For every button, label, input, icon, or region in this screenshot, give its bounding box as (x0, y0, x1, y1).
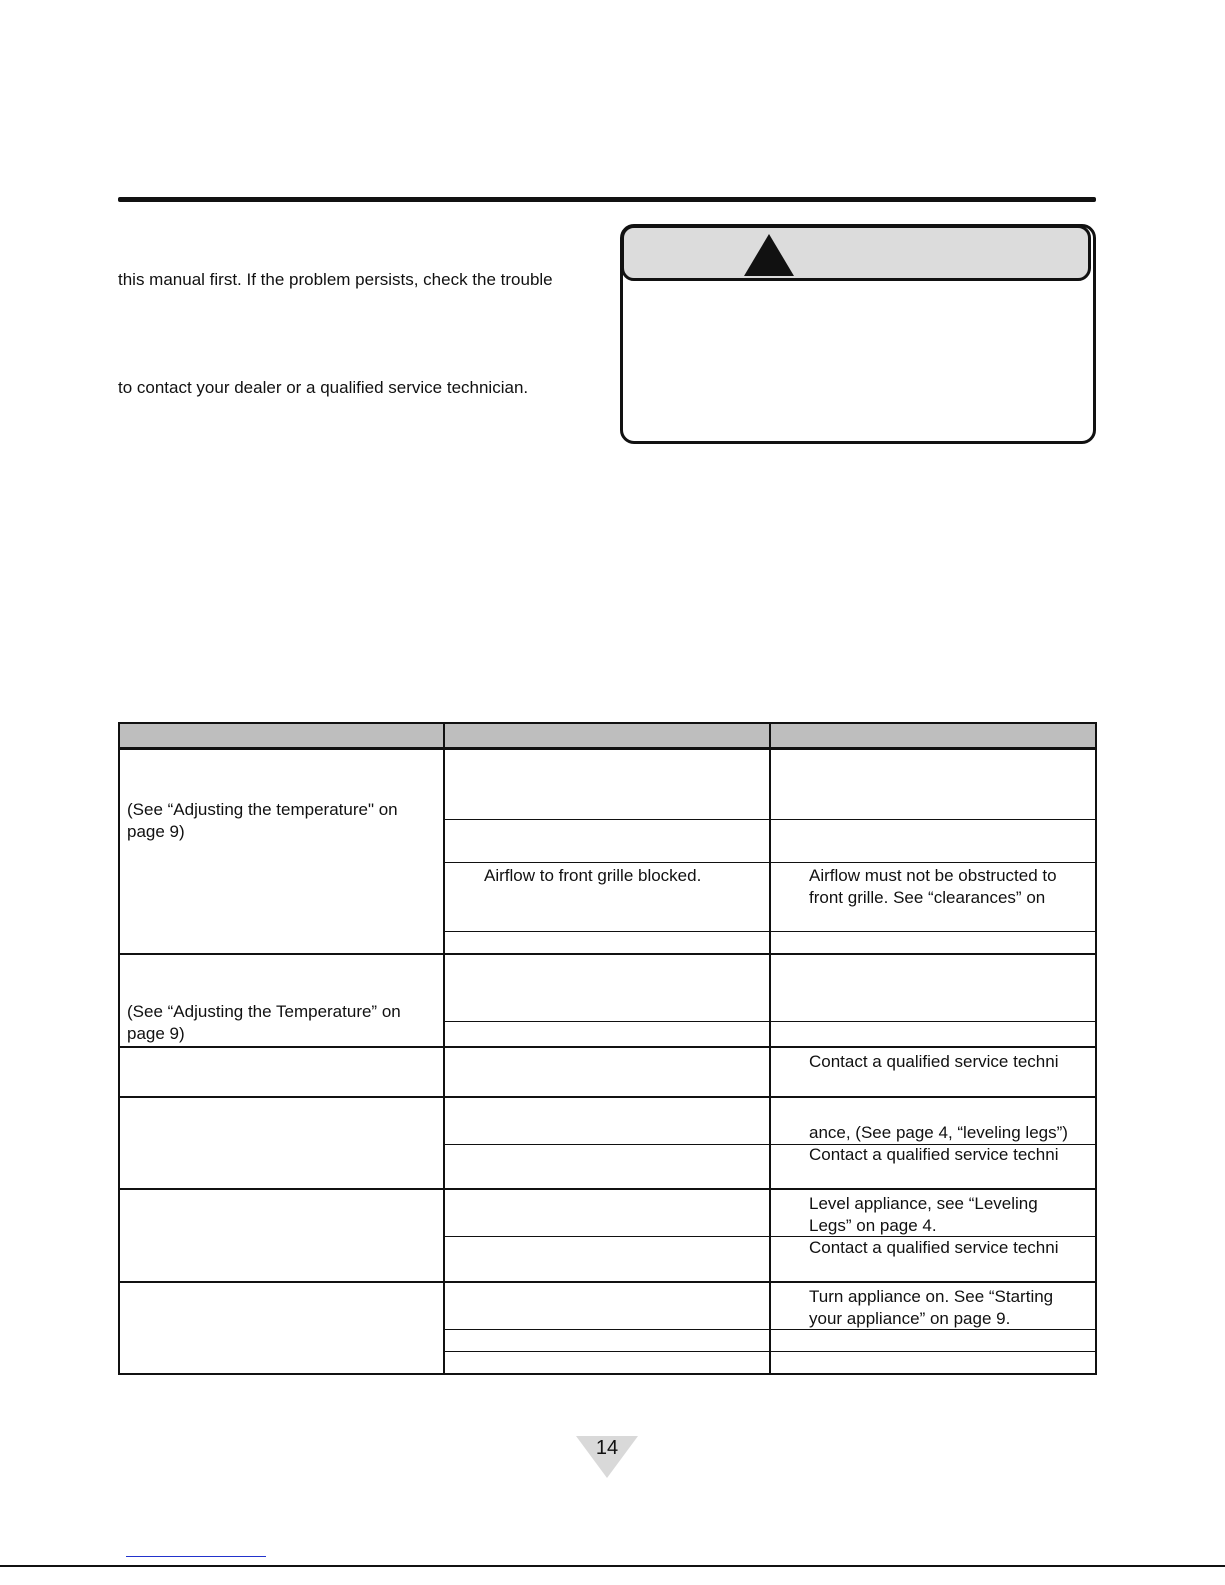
problem-cell-2-line-1: (See “Adjusting the Temperature” on (127, 1002, 401, 1021)
solution-cell-5-2: Contact a qualified service techni (809, 1238, 1059, 1257)
solution-cell-5-1-line-2: Legs” on page 4. (809, 1216, 937, 1235)
warning-box (620, 224, 1096, 444)
footer-rule (0, 1565, 1225, 1567)
sub-row-separator (443, 1351, 1095, 1352)
row-separator (120, 1096, 1095, 1098)
warning-header (621, 225, 1091, 281)
column-divider (443, 724, 445, 1373)
cause-cell-airflow: Airflow to front grille blocked. (484, 866, 702, 885)
page-number: 14 (595, 1437, 619, 1459)
troubleshooting-table (118, 722, 1097, 1375)
row-separator (120, 1281, 1095, 1283)
row-separator (120, 953, 1095, 955)
solution-cell-5-1-line-1: Level appliance, see “Leveling (809, 1194, 1038, 1213)
problem-cell-1-line-2: page 9) (127, 822, 185, 841)
sub-row-separator (443, 931, 1095, 932)
section-rule (118, 197, 1096, 202)
solution-cell-3: Contact a qualified service techni (809, 1052, 1059, 1071)
problem-cell-2-line-2: page 9) (127, 1024, 185, 1043)
intro-text-line-2: to contact your dealer or a qualified service technician. (118, 378, 529, 397)
column-divider (769, 724, 771, 1373)
solution-cell-6-1-line-1: Turn appliance on. See “Starting (809, 1287, 1054, 1306)
problem-cell-1-line-1: (See “Adjusting the temperature" on (127, 800, 398, 819)
sub-row-separator (443, 1021, 1095, 1022)
solution-cell-4-1: ance, (See page 4, “leveling legs”) (809, 1123, 1068, 1142)
sub-row-separator (443, 819, 1095, 820)
table-header-row (120, 724, 1095, 750)
solution-cell-4-2: Contact a qualified service techni (809, 1145, 1059, 1164)
solution-cell-airflow-line-1: Airflow must not be obstructed to (809, 866, 1057, 885)
row-separator (120, 1188, 1095, 1190)
row-separator (120, 1046, 1095, 1048)
intro-text-line-1: this manual first. If the problem persists, check the trouble (118, 270, 553, 289)
footer-link-underline (126, 1556, 266, 1557)
warning-triangle-icon (744, 234, 794, 276)
sub-row-separator (443, 862, 1095, 863)
solution-cell-6-1-line-2: your appliance” on page 9. (809, 1309, 1011, 1328)
solution-cell-airflow-line-2: front grille. See “clearances” on (809, 888, 1046, 907)
